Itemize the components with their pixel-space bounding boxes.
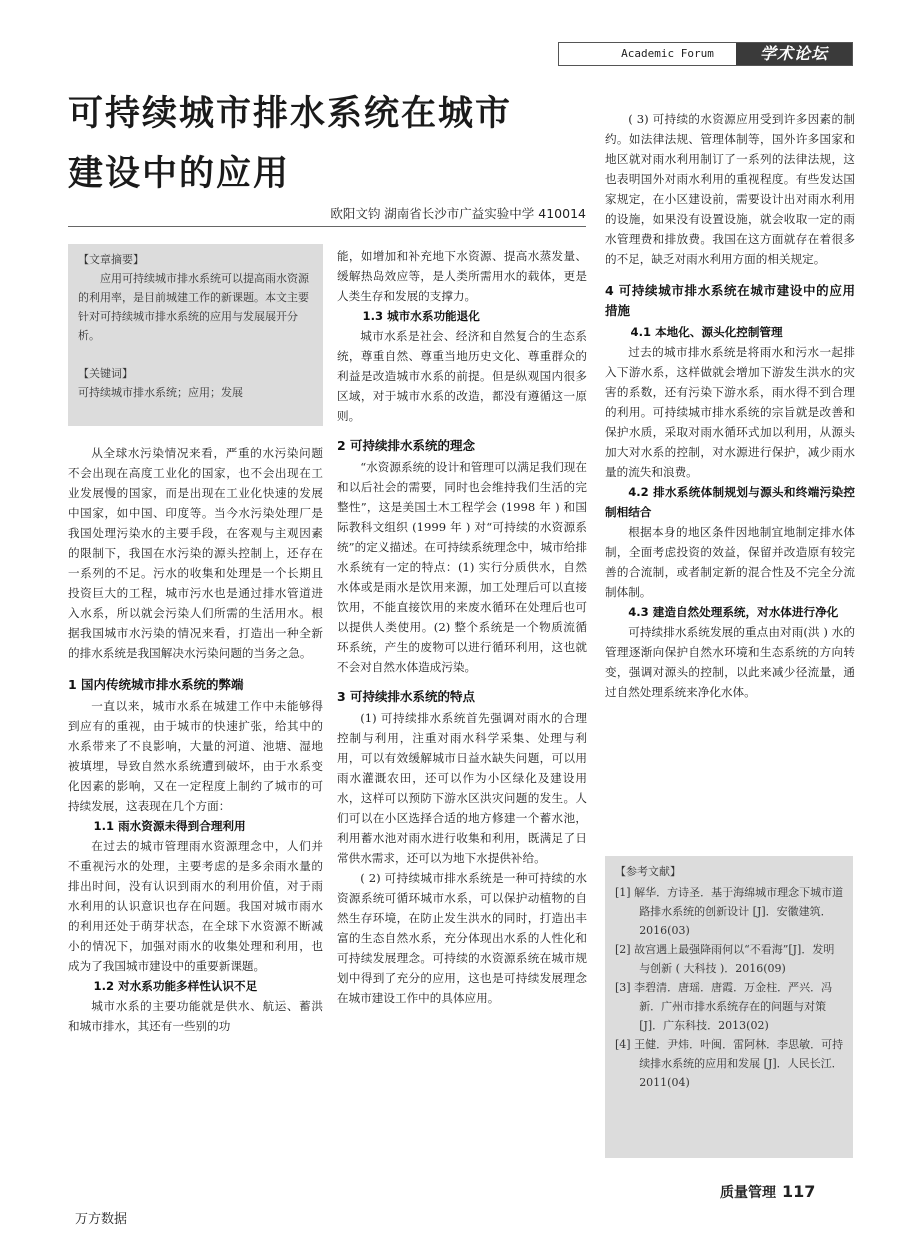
- section-header-en: Academic Forum: [621, 47, 714, 60]
- source-watermark: 万方数据: [75, 1212, 128, 1227]
- reference-item: [2] 故宫遇上最强降雨何以“不看海”[J]．发明与创新 ( 大科技 )．2016(09): [615, 943, 835, 975]
- page-number: 117: [782, 1182, 816, 1201]
- heading-1-1: 1.1 雨水资源未得到合理利用: [93, 819, 246, 833]
- paragraph-4-2: 根据本身的地区条件因地制宜地制定排水体制，全面考虑投资的效益，保留并改造原有较完善的合流制，或者制定新的混合性及不完全分流制体制。: [605, 525, 855, 599]
- section-header: [558, 42, 853, 66]
- abstract-text: 应用可持续城市排水系统可以提高雨水资源的利用率，是目前城建工作的新课题。本文主要针对可持续城市排水系统的应用与发展展开分析。: [78, 272, 309, 342]
- heading-4-1: 4.1 本地化、源头化控制管理: [630, 325, 783, 339]
- paragraph-3-2: ( 2) 可持续城市排水系统是一种可持续的水资源系统可循环城市水系，可以保护动植物的自然生存环境，在防止发生洪水的同时，打造出丰富的生态自然水系，充分体现出水系的人性化和可持续发展理念。可持续的水资源系统在城市规划中得到了充分的应用，这也是可持续发展理念在城市建设工作中的具体应用。: [337, 871, 587, 1005]
- column-2: [337, 246, 587, 1008]
- page-footer: [720, 1182, 815, 1203]
- title-line-1: 可持续城市排水系统在城市: [68, 94, 513, 134]
- article-title: [68, 84, 568, 204]
- paragraph-1: 一直以来，城市水系在城建工作中未能够得到应有的重视，由于城市的快速扩张，给其中的水系带来了不良影响，大量的河道、池塘、湿地被填埋，导致自然水系统遭到破坏，由于水系变化因素的影响，又在一定程度上制约了城市的可持续发展，这表现在几个方面：: [68, 699, 323, 813]
- reference-item: [1] 解华．方诗圣．基于海绵城市理念下城市道路排水系统的创新设计 [J]．安徽建筑．2016(03): [615, 886, 844, 937]
- journal-name: 质量管理: [720, 1185, 776, 1201]
- paragraph-4-1: 过去的城市排水系统是将雨水和污水一起排入下游水系，这样做就会增加下游发生洪水的灾害的系数，还有污染下游水系，雨水得不到合理的利用。可持续城市排水系统的宗旨就是改善和保护水质，采取对雨水循环式加以利用，从源头加大对水系的控制，对水源进行保护，减少雨水量的流失和浪费。: [605, 345, 855, 479]
- paragraph-1-2: 城市水系的主要功能就是供水、航运、蓄洪和城市排水，其还有一些别的功: [68, 999, 323, 1033]
- heading-4-2: 4.2 排水系统体制规划与源头和终端污染控制相结合: [605, 485, 855, 519]
- paragraph-1-1: 在过去的城市管理雨水资源理念中，人们并不重视污水的处理，主要考虑的是多余雨水量的排出时间，没有认识到雨水的利用价值，对于雨水利用的认识意识也存在问题。我国对城市雨水的利用还处于萌芽状态，在全球下水资源不断减小的情况下，加强对雨水的收集处理和利用，也成为了我国城市建设中的重要新课题。: [68, 839, 323, 973]
- intro-paragraph: 从全球水污染情况来看，严重的水污染问题不会出现在高度工业化的国家，也不会出现在工业发展慢的国家，而是出现在工业化快速的发展中国家，如中国、印度等。当今水污染处理厂是我国处理污染水的主要手段，在客观与主观因素的限制下，我国在水污染的源头控制上，还存在一系列的不足。污水的收集和处理是一个长期且投资巨大的工程，城市污水也是通过排水管道进入水系，所以就会污染人们所需的生活用水。根据我国城市水污染的情况来看，打造出一种全新的排水系统是我国解决水污染问题的当务之急。: [68, 446, 323, 660]
- author-line: 欧阳文钧 湖南省长沙市广益实验中学 410014: [330, 206, 586, 221]
- paragraph-4-3: 可持续排水系统发展的重点由对雨(洪 ) 水的管理逐渐向保护自然水环境和生态系统的方向转变，强调对源头的控制，以此来减少径流量，通过自然处理系统来净化水体。: [605, 625, 855, 699]
- references-box: [605, 856, 853, 1158]
- abstract-box: [68, 244, 323, 426]
- paragraph-1-3: 城市水系是社会、经济和自然复合的生态系统，尊重自然、尊重当地历史文化、尊重群众的利益是改造城市水系的前提。但是纵观国内很多区域，对于城市水系的改造，都没有遵循这一原则。: [337, 329, 587, 423]
- paragraph-3-3: ( 3) 可持续的水资源应用受到许多因素的制约。如法律法规、管理体制等，国外许多国家和地区就对雨水利用制订了一系列的法律法规，这也表明国外对雨水利用的重视程度。有些发达国家规定，在小区建设前，需要设计出对雨水利用的设施，如果没有设置设施，就会收取一定的雨水管理费和排放费。我国在这方面就存在着很多的不足，缺乏对雨水利用方面的相关规定。: [605, 112, 855, 266]
- heading-4: 4 可持续城市排水系统在城市建设中的应用措施: [605, 283, 855, 318]
- section-header-zh: 学术论坛: [736, 43, 852, 65]
- column-1: [68, 443, 323, 1036]
- reference-item: [4] 王健．尹炜．叶闽．雷阿林．李思敏．可持续排水系统的应用和发展 [J]．人民长江．2011(04): [615, 1038, 844, 1089]
- heading-1: 1 国内传统城市排水系统的弊端: [68, 677, 244, 692]
- column-3: [605, 109, 855, 702]
- heading-1-3: 1.3 城市水系功能退化: [362, 309, 480, 323]
- paragraph-1-2-cont: 能，如增加和补充地下水资源、提高水蒸发量、缓解热岛效应等，是人类所需用水的载体，更是人类生存和发展的支撑力。: [337, 249, 587, 303]
- abstract-label: 【文章摘要】: [78, 253, 144, 266]
- title-line-2: 建设中的应用: [68, 154, 291, 194]
- paragraph-3-1: (1) 可持续排水系统首先强调对雨水的合理控制与利用，注重对雨水科学采集、处理与利用，可以有效缓解城市日益水缺失问题，可以用雨水灌溉农田，还可以作为小区绿化及建设用水，这样可以预防下游水区洪灾问题的发生。人们可以在小区选择合适的地方修建一个蓄水池，利用蓄水池对雨水进行收集和利用，既满足了日常供水需求，还可以为地下水提供补给。: [337, 711, 587, 865]
- reference-item: [3] 李碧清．唐瑶．唐霞．万金柱．严兴．冯新．广州市排水系统存在的问题与对策 [J]．广东科技．2013(02): [615, 981, 833, 1032]
- keywords-label: 【关键词】: [78, 367, 133, 380]
- heading-2: 2 可持续排水系统的理念: [337, 438, 476, 453]
- heading-3: 3 可持续排水系统的特点: [337, 689, 476, 704]
- heading-1-2: 1.2 对水系功能多样性认识不足: [93, 979, 258, 993]
- heading-4-3: 4.3 建造自然处理系统，对水体进行净化: [628, 605, 839, 619]
- references-label: 【参考文献】: [615, 865, 681, 878]
- paragraph-2: “水资源系统的设计和管理可以满足我们现在和以后社会的需要，同时也会维持我们生活的完整性”，这是美国土木工程学会 (1998 年 ) 和国际教科文组织 (1999 年 ) 对“可持续的水资源系统”的定义描述。在可持续系统理念中，城市给排水系统有一定的特点：(1) 实行分质供水，自然水体或是雨水是饮用来源，加工处理后可以直接饮用，不能直接饮用的来废水循环在处理后也可以提供人类使用。(2) 整个系统是一个物质流循环系统，产生的废物可以进行循环利用，这也就不会对自然水体造成污染。: [337, 460, 587, 674]
- author-divider: [68, 226, 586, 227]
- keywords-text: 可持续城市排水系统；应用；发展: [78, 386, 243, 399]
